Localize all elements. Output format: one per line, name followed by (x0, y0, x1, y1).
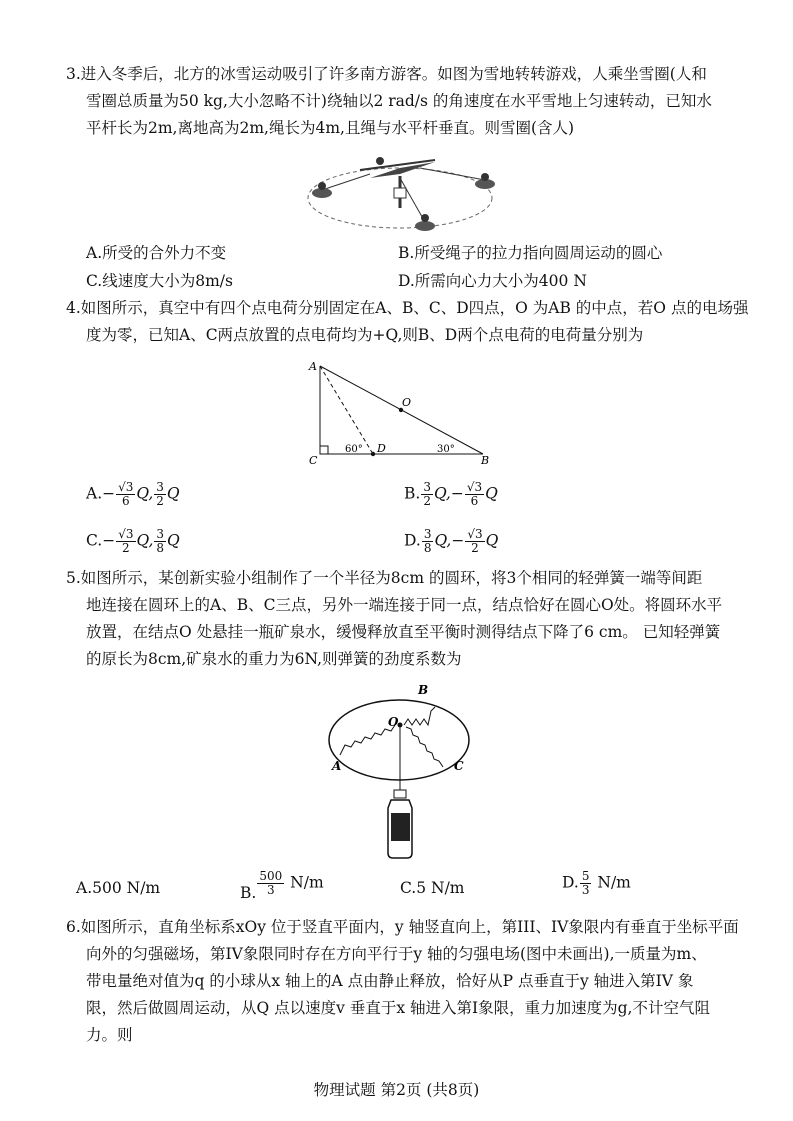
q5-option-b: B. $\frac{500}{3}$ N/m (240, 869, 324, 902)
q4-label-d: D (377, 442, 386, 455)
q3-option-a: A.所受的合外力不变 (86, 244, 227, 262)
q5-line-2: 地连接在圆环上的A、B、C三点，另外一端连接于同一点，结点恰好在圆心O处。将圆环水平 (86, 596, 723, 614)
q3-line-3: 平杆长为2m,离地高为2m,绳长为4m,且绳与水平杆垂直。则雪圈(含人) (86, 119, 575, 137)
q6-line-1: 6.如图所示，直角坐标系xOy 位于竖直平面内，y 轴竖直向上，第III、IV象限内有垂直于坐标平面 (66, 918, 739, 936)
q4-option-b: B. $\frac{3}{2}$ Q,− $\frac{√3}{6}$ Q (404, 480, 498, 508)
q5-label-c: C (454, 759, 464, 773)
q4-label-b: B (481, 454, 490, 467)
q5-spring-ring-figure (322, 678, 477, 863)
q5-line-1: 5.如图所示，某创新实验小组制作了一个半径为8cm 的圆环，将3个相同的轻弹簧一端等间距 (66, 569, 703, 587)
q6-line-3: 带电量绝对值为q 的小球从x 轴上的A 点由静止释放，恰好从P 点垂直于y 轴进入第IV 象 (86, 972, 694, 990)
q4-label-o: O (402, 396, 412, 409)
q5-option-c: C.5 N/m (400, 879, 465, 897)
q5-option-d: D. $\frac{5}{3}$ N/m (562, 869, 631, 897)
q3-snow-ring-figure (300, 148, 500, 238)
q4-option-d: D. $\frac{3}{8}$ Q,− $\frac{√3}{2}$ Q (404, 527, 499, 555)
q5-label-o: O (388, 715, 399, 729)
q3-option-d: D.所需向心力大小为400 N (398, 272, 587, 290)
q3-line-1: 3.进入冬季后，北方的冰雪运动吸引了许多南方游客。如图为雪地转转游戏，人乘坐雪圈(人和 (66, 65, 707, 83)
q6-line-5: 力。则 (86, 1026, 133, 1044)
q4-option-a: A.− $\frac{√3}{6}$ Q, $\frac{3}{2}$ Q (86, 480, 180, 508)
q6-line-2: 向外的匀强磁场，第IV象限同时存在方向平行于y 轴的匀强电场(图中未画出),一质量为m、 (86, 945, 707, 963)
q4-angle-30: 30° (437, 444, 455, 455)
q3-option-c: C.线速度大小为8m/s (86, 272, 233, 290)
q5-line-4: 的原长为8cm,矿泉水的重力为6N,则弹簧的劲度系数为 (86, 650, 462, 668)
q4-triangle-figure (305, 358, 505, 468)
q4-option-c: C.− $\frac{√3}{2}$ Q, $\frac{3}{8}$ Q (86, 527, 180, 555)
q5-label-b: B (418, 683, 429, 697)
q6-line-4: 限，然后做圆周运动，从Q 点以速度v 垂直于x 轴进入第I象限，重力加速度为g,不计空气阻 (86, 999, 710, 1017)
q4-label-a: A (309, 360, 317, 373)
page-footer: 物理试题 第2页 (共8页) (313, 1081, 480, 1099)
q5-label-a: A (332, 759, 342, 773)
q5-line-3: 放置，在结点O 处悬挂一瓶矿泉水，缓慢释放直至平衡时测得结点下降了6 cm。 已知轻弹簧 (86, 623, 721, 641)
q4-line-1: 4.如图所示，真空中有四个点电荷分别固定在A、B、C、D四点，O 为AB 的中点，若O 点的电场强 (66, 299, 749, 317)
q3-line-2: 雪圈总质量为50 kg,大小忽略不计)绕轴以2 rad/s 的角速度在水平雪地上匀速转动，已知水 (86, 92, 712, 110)
q5-option-a: A.500 N/m (76, 879, 161, 897)
q3-option-b: B.所受绳子的拉力指向圆周运动的圆心 (398, 244, 663, 262)
q4-label-c: C (309, 454, 318, 467)
q4-line-2: 度为零，已知A、C两点放置的点电荷均为+Q,则B、D两个点电荷的电荷量分别为 (86, 326, 644, 344)
q4-angle-60: 60° (345, 444, 363, 455)
